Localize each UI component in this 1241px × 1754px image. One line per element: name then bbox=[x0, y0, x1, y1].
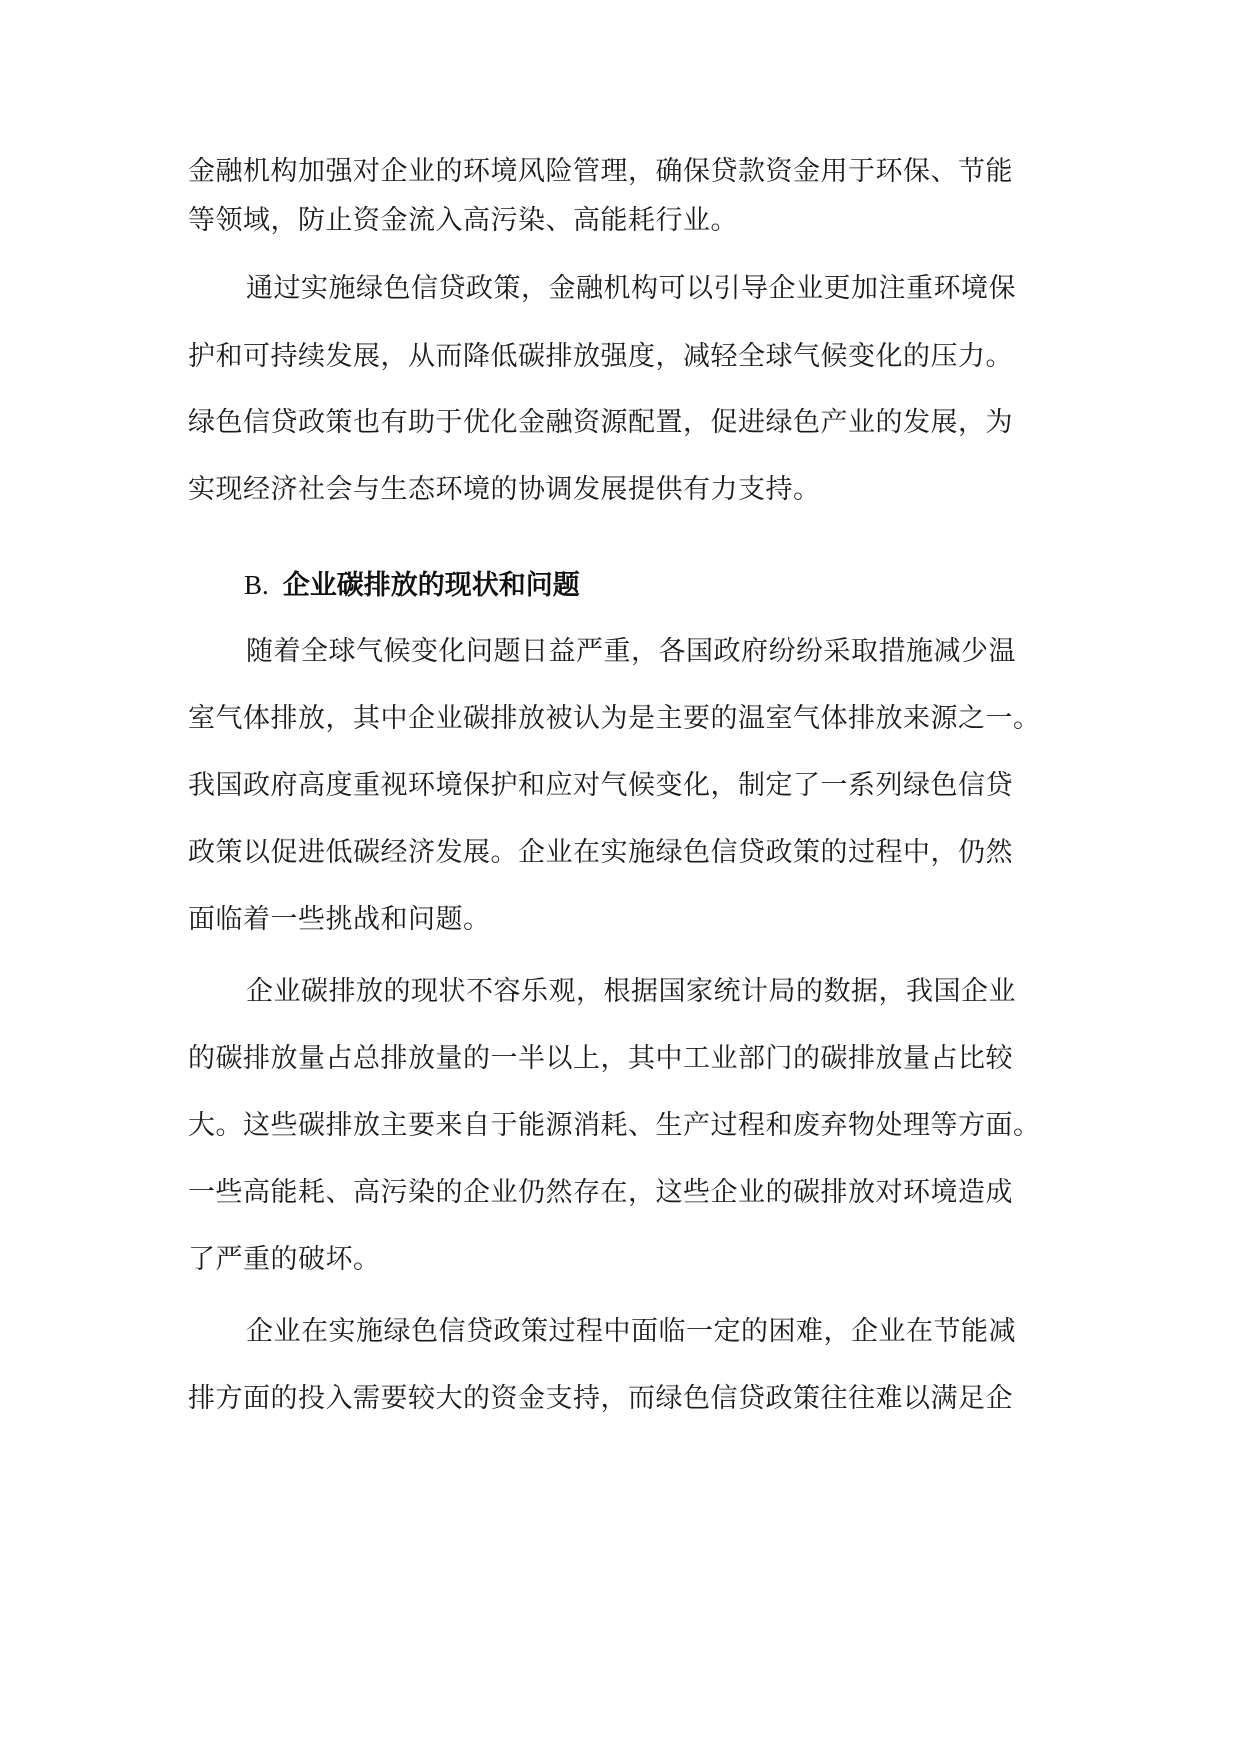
paragraph-1-line-2: 等领域，防止资金流入高污染、高能耗行业。 bbox=[188, 205, 738, 236]
section-number: B. bbox=[244, 570, 269, 600]
paragraph-3-line-1: 随着全球气候变化问题日益严重，各国政府纷纷采取措施减少温 bbox=[246, 636, 1016, 667]
paragraph-1-line-1: 金融机构加强对企业的环境风险管理，确保贷款资金用于环保、节能 bbox=[188, 156, 1013, 187]
paragraph-3-line-2: 室气体排放，其中企业碳排放被认为是主要的温室气体排放来源之一。 bbox=[188, 703, 1041, 734]
paragraph-3-line-5: 面临着一些挑战和问题。 bbox=[188, 904, 491, 935]
paragraph-2-line-3: 绿色信贷政策也有助于优化金融资源配置，促进绿色产业的发展，为 bbox=[188, 407, 1013, 438]
paragraph-4-line-3: 大。这些碳排放主要来自于能源消耗、生产过程和废弃物处理等方面。 bbox=[188, 1110, 1041, 1141]
paragraph-4-line-4: 一些高能耗、高污染的企业仍然存在，这些企业的碳排放对环境造成 bbox=[188, 1177, 1013, 1208]
paragraph-3-line-3: 我国政府高度重视环境保护和应对气候变化，制定了一系列绿色信贷 bbox=[188, 770, 1013, 801]
paragraph-4-line-5: 了严重的破坏。 bbox=[188, 1244, 381, 1275]
section-title: 企业碳排放的现状和问题 bbox=[282, 570, 580, 601]
paragraph-5-line-2: 排方面的投入需要较大的资金支持，而绿色信贷政策往往难以满足企 bbox=[188, 1383, 1013, 1414]
paragraph-4-line-2: 的碳排放量占总排放量的一半以上，其中工业部门的碳排放量占比较 bbox=[188, 1043, 1013, 1074]
paragraph-5-line-1: 企业在实施绿色信贷政策过程中面临一定的困难，企业在节能减 bbox=[246, 1316, 1016, 1347]
paragraph-2-line-4: 实现经济社会与生态环境的协调发展提供有力支持。 bbox=[188, 474, 821, 505]
paragraph-4-line-1: 企业碳排放的现状不容乐观，根据国家统计局的数据，我国企业 bbox=[246, 976, 1016, 1007]
paragraph-2-line-2: 护和可持续发展，从而降低碳排放强度，减轻全球气候变化的压力。 bbox=[188, 341, 1013, 372]
paragraph-2-line-1: 通过实施绿色信贷政策，金融机构可以引导企业更加注重环境保 bbox=[246, 273, 1016, 304]
section-heading bbox=[244, 568, 580, 603]
paragraph-3-line-4: 政策以促进低碳经济发展。企业在实施绿色信贷政策的过程中，仍然 bbox=[188, 837, 1013, 868]
